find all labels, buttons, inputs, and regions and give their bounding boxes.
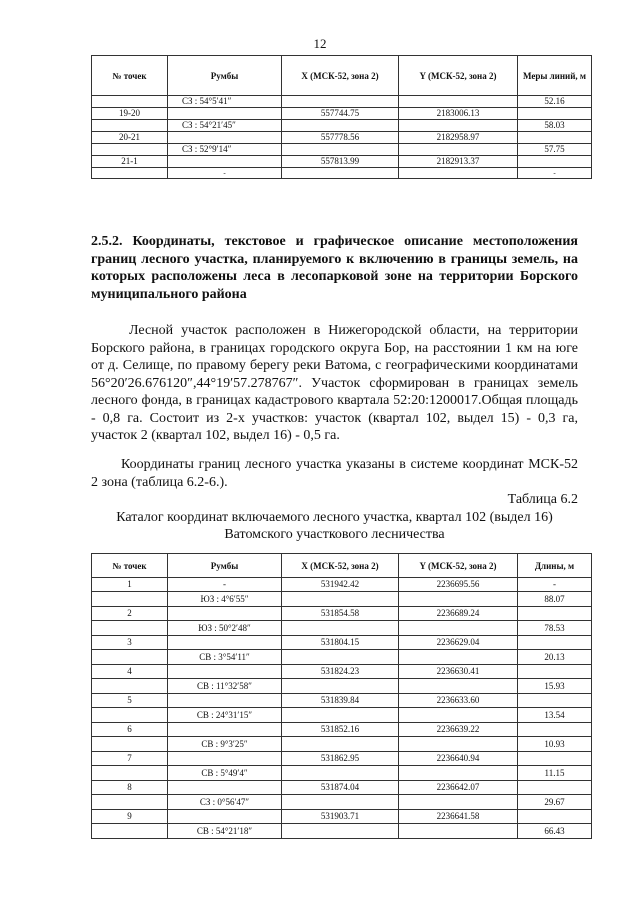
point-cell: 4 [92, 665, 168, 694]
page-number: 12 [313, 36, 327, 51]
col-header-x: X (МСК-52, зона 2) [282, 56, 399, 96]
coordinates-table-continued [91, 55, 592, 179]
col-header-rumb: Румбы [168, 56, 282, 96]
section-heading: 2.5.2. Координаты, текстовое и графическое описание местоположения границ лесного участка, планируемого к включению в границы земель, на которых расположены леса в лесопарковой зоне на территории Борского муниципального района [91, 234, 578, 302]
point-cell: 19-20 [92, 96, 168, 120]
point-cell: 8 [92, 781, 168, 810]
x-cell: 531804.15 [282, 636, 399, 665]
point-cell: 9 [92, 810, 168, 839]
point-cell: 1 [92, 578, 168, 607]
rumb-cell: СЗ : 54°5′41″ [168, 96, 282, 120]
x-cell: 531942.42 [282, 578, 399, 607]
point-cell: 6 [92, 723, 168, 752]
length-cell: 13.54 [518, 694, 592, 723]
rumb-cell: СВ : 54°21′18″ [168, 810, 282, 839]
col-header-point: № точек [92, 554, 168, 578]
table-caption [91, 509, 578, 543]
table-row: - - [92, 168, 592, 179]
x-cell: 531854.58 [282, 607, 399, 636]
y-cell: 2236689.24 [399, 607, 518, 636]
y-cell: 2236640.94 [399, 752, 518, 781]
col-header-x: X (МСК-52, зона 2) [282, 554, 399, 578]
rumb-cell: СВ : 24°31′15″ [168, 694, 282, 723]
table-row [92, 96, 592, 120]
col-header-point: № точек [92, 56, 168, 96]
y-cell: 2236642.07 [399, 781, 518, 810]
table-row [92, 752, 592, 781]
rumb-cell: ЮЗ : 50°2′48″ [168, 607, 282, 636]
coordinates-table [91, 553, 592, 839]
length-cell: 11.15 [518, 752, 592, 781]
col-header-y: Y (МСК-52, зона 2) [399, 554, 518, 578]
rumb-cell: - ЮЗ : 4°6′55″ [168, 578, 282, 607]
length-cell: 10.93 [518, 723, 592, 752]
table-row [92, 723, 592, 752]
length-cell: 52.16 [518, 96, 592, 120]
rumb-cell: СВ : 11°32′58″ [168, 665, 282, 694]
y-cell: 2236639.22 [399, 723, 518, 752]
table-row [92, 665, 592, 694]
length-cell: 20.13 [518, 636, 592, 665]
table-row: 20-21 СЗ : 54°21′45″ 557778.56 2182958.97 58.03 [92, 120, 592, 144]
rumb-cell: СВ : 5°49′4″ [168, 752, 282, 781]
x-cell: 531862.95 [282, 752, 399, 781]
x-cell: 557744.75 [282, 96, 399, 120]
length-cell: 15.93 [518, 665, 592, 694]
table-row: 21-1 СЗ : 52°9′14″ 557813.99 2182913.37 57.75 [92, 144, 592, 168]
coordinates-note-paragraph: Координаты границ лесного участка указаны в системе координат МСК-52 2 зона (таблица 6.2-6.). [91, 457, 578, 490]
y-cell: 2236630.41 [399, 665, 518, 694]
y-cell: 2236633.60 [399, 694, 518, 723]
length-cell: - 88.07 [518, 578, 592, 607]
x-cell: 531839.84 [282, 694, 399, 723]
length-cell: 29.67 [518, 781, 592, 810]
caption-line: Ватомского участкового лесничества [224, 527, 445, 542]
table-row [92, 810, 592, 839]
description-paragraph: Лесной участок расположен в Нижегородской области, на территории Борского района, в границах городского округа Бор, на расстоянии 1 км на юге от д. Селище, по правому берегу реки Ватома, с географическими координатами 56°20′26.676120″,44°19′57.278767″. Участок сформирован в границах земель лесного фонда, в границах кадастрового квартала 52:20:1200017.Общая площадь - 0,8 га. Состоит из 2-х участков: участок (квартал 102, выдел 15) - 0,3 га, участок 2 (квартал 102, выдел 16) - 0,5 га. [91, 323, 578, 443]
table-row [92, 607, 592, 636]
x-cell: 531874.04 [282, 781, 399, 810]
x-cell: 531903.71 [282, 810, 399, 839]
x-cell: 531852.16 [282, 723, 399, 752]
x-cell: 531824.23 [282, 665, 399, 694]
col-header-length: Длины, м [518, 554, 592, 578]
point-cell: 7 [92, 752, 168, 781]
point-cell: 5 [92, 694, 168, 723]
rumb-cell: СВ : 3°54′11″ [168, 636, 282, 665]
length-cell: 78.53 [518, 607, 592, 636]
rumb-cell: СВ : 9°3′25″ [168, 723, 282, 752]
table-label: Таблица 6.2 [507, 492, 578, 507]
caption-line: Каталог координат включаемого лесного участка, квартал 102 (выдел 16) [116, 510, 553, 525]
col-header-rumb: Румбы [168, 554, 282, 578]
table-row [92, 694, 592, 723]
table-row [92, 781, 592, 810]
col-header-length: Меры линий, м [518, 56, 592, 96]
y-cell: 2183006.13 [399, 96, 518, 120]
rumb-cell: СЗ : 0°56′47″ [168, 781, 282, 810]
col-header-y: Y (МСК-52, зона 2) [399, 56, 518, 96]
length-cell: 66.43 [518, 810, 592, 839]
table-row [92, 636, 592, 665]
y-cell: 2236629.04 [399, 636, 518, 665]
point-cell: 3 [92, 636, 168, 665]
point-cell: 2 [92, 607, 168, 636]
table-row [92, 578, 592, 607]
y-cell: 2236695.56 [399, 578, 518, 607]
y-cell: 2236641.58 [399, 810, 518, 839]
